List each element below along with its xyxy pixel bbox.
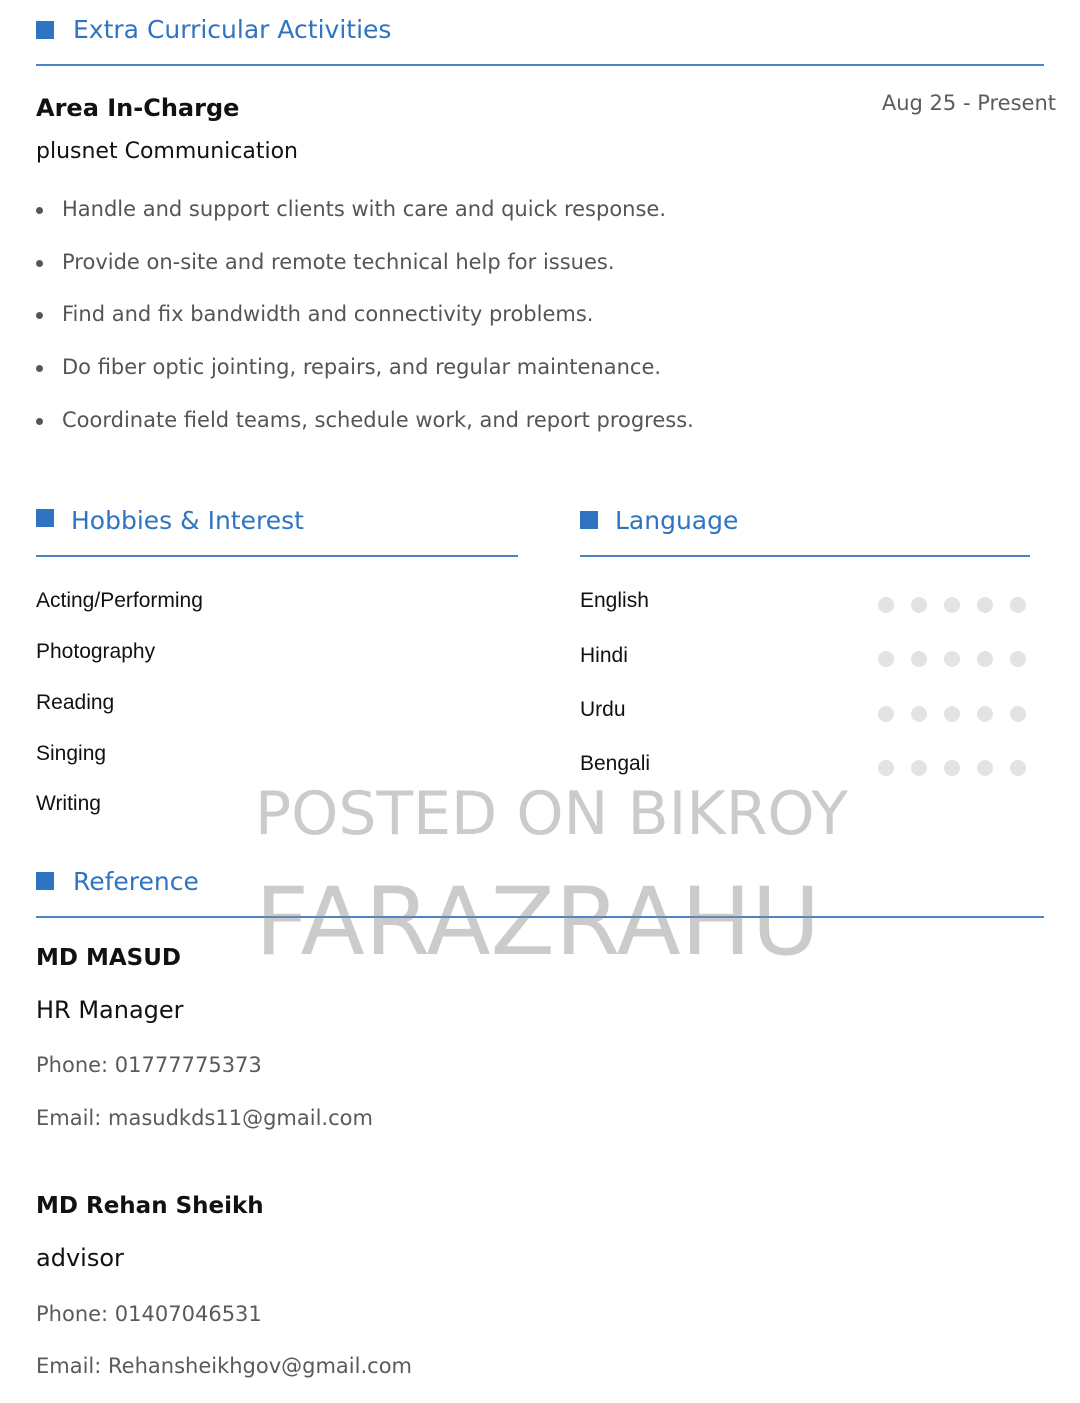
section-marker-icon [580,511,598,529]
language-rating [878,706,1028,722]
duty-text: Coordinate field teams, schedule work, and report progress. [62,407,694,432]
reference-phone: Phone: 01777775373 [36,1053,262,1077]
rating-dot-icon [911,597,927,613]
language-name: Bengali [580,752,651,775]
reference-phone: Phone: 01407046531 [36,1302,262,1326]
bullet-icon [36,418,43,425]
rating-dot-icon [878,597,894,613]
rating-dot-icon [944,760,960,776]
reference-email: Email: masudkds11@gmail.com [36,1106,373,1130]
rating-dot-icon [1010,760,1026,776]
rating-dot-icon [944,651,960,667]
hobby-item: Reading [36,691,115,714]
duty-text: Handle and support clients with care and quick response. [62,197,667,221]
bullet-icon [36,312,43,319]
section-marker-icon [36,21,54,39]
section-title-reference: Reference [73,867,199,896]
hobby-item: Singing [36,742,107,765]
watermark-line-2: FARAZRAHU [255,868,821,977]
section-divider [36,555,518,557]
language-rating [878,651,1028,667]
duty-text: Do fiber optic jointing, repairs, and regular maintenance. [62,355,662,380]
rating-dot-icon [977,760,993,776]
bullet-icon [36,260,43,267]
hobby-item: Writing [36,792,101,815]
bullet-icon [36,207,43,214]
reference-role: advisor [36,1244,124,1272]
language-rating [878,760,1028,776]
rating-dot-icon [944,706,960,722]
rating-dot-icon [878,651,894,667]
section-divider [36,64,1044,66]
hobby-item: Photography [36,640,156,663]
reference-role: HR Manager [36,996,184,1024]
language-name: English [580,589,649,612]
rating-dot-icon [1010,597,1026,613]
job-company: plusnet Communication [36,139,298,164]
rating-dot-icon [977,706,993,722]
list-item [36,354,694,407]
list-item [36,407,694,460]
job-date: Aug 25 - Present [881,91,1056,115]
duty-text: Find and fix bandwidth and connectivity problems. [62,302,594,327]
hobby-item: Acting/Performing [36,589,203,612]
rating-dot-icon [911,706,927,722]
section-title-language: Language [615,506,739,535]
section-title-hobbies: Hobbies & Interest [71,506,304,535]
rating-dot-icon [878,706,894,722]
list-item [36,301,694,354]
watermark-line-1: POSTED ON BIKROY [255,779,848,849]
rating-dot-icon [944,597,960,613]
rating-dot-icon [977,597,993,613]
reference-name: MD MASUD [36,945,182,971]
job-duties-list [36,196,694,459]
language-rating [878,597,1028,613]
section-divider [580,555,1030,557]
section-title-extracurricular: Extra Curricular Activities [73,15,392,44]
language-name: Hindi [580,644,628,667]
reference-name: MD Rehan Sheikh [36,1193,264,1219]
rating-dot-icon [878,760,894,776]
section-marker-icon [36,872,54,890]
language-name: Urdu [580,698,626,721]
section-marker-icon [36,509,54,527]
job-title: Area In-Charge [36,94,240,122]
list-item [36,196,694,249]
rating-dot-icon [911,760,927,776]
duty-text: Provide on-site and remote technical help for issues. [62,249,615,274]
bullet-icon [36,365,43,372]
list-item [36,249,694,302]
rating-dot-icon [977,651,993,667]
rating-dot-icon [1010,651,1026,667]
rating-dot-icon [911,651,927,667]
rating-dot-icon [1010,706,1026,722]
reference-email: Email: Rehansheikhgov@gmail.com [36,1354,413,1378]
